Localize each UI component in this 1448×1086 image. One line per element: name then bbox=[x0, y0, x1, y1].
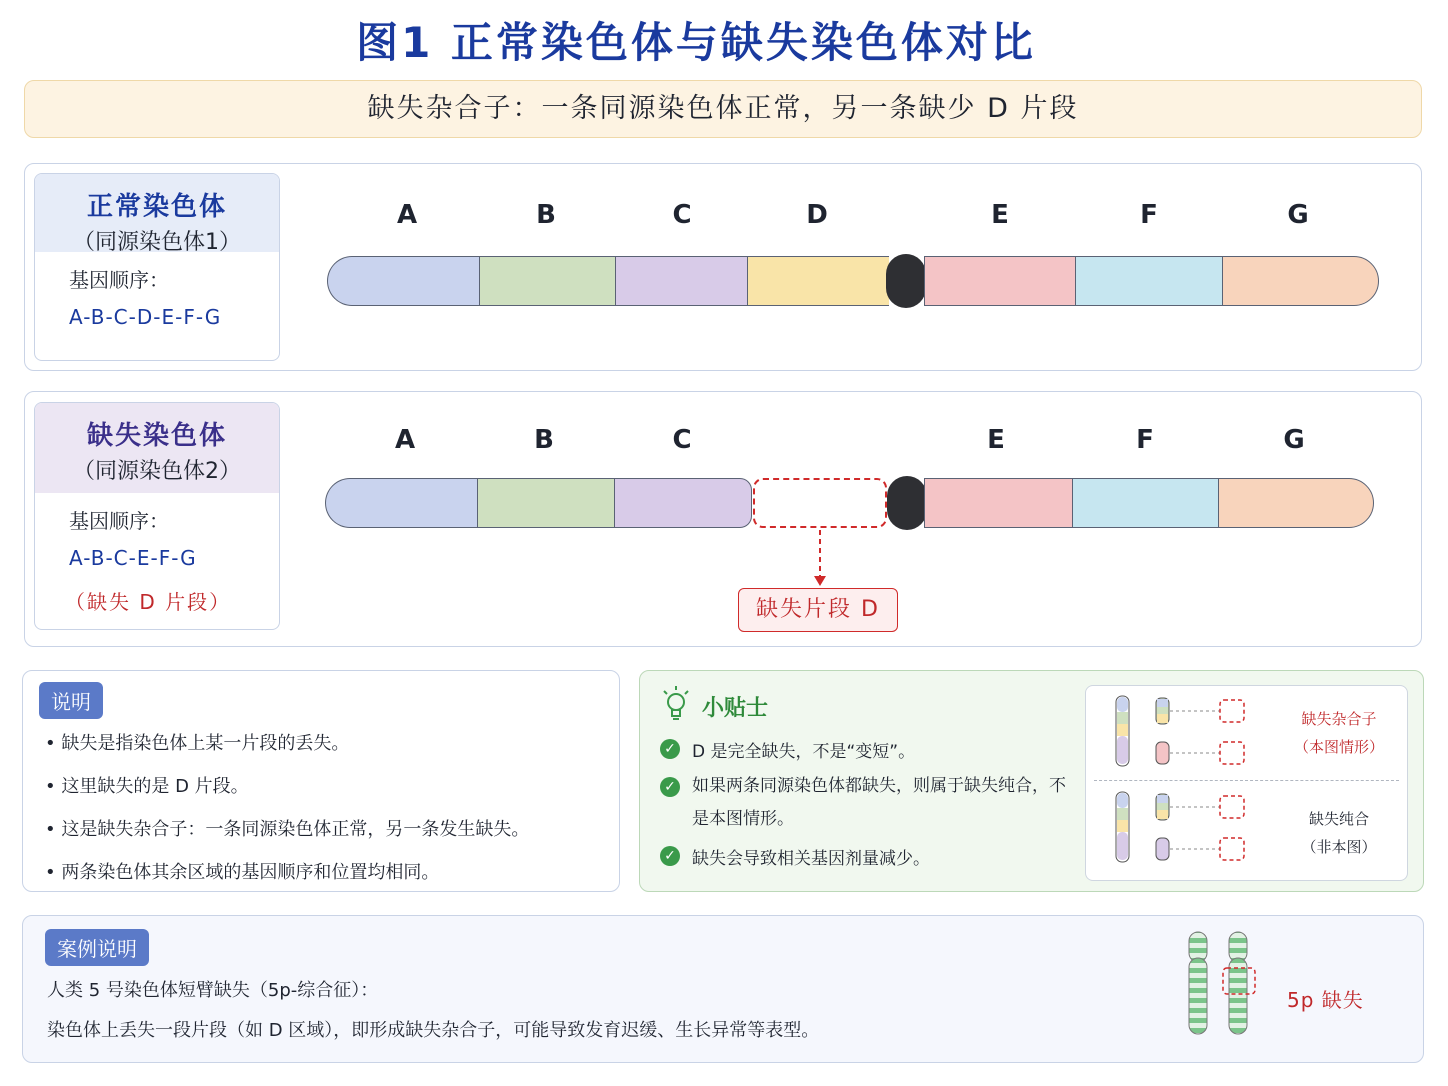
gene-label-b: B bbox=[536, 200, 556, 230]
centromere bbox=[887, 476, 927, 530]
homozygous-diagram bbox=[1110, 790, 1250, 866]
chromosome-5-icon bbox=[1181, 928, 1261, 1040]
case1-label: 缺失杂合子 bbox=[1301, 710, 1377, 728]
gene-label-g: G bbox=[1283, 425, 1305, 455]
case-study-box bbox=[22, 915, 1424, 1063]
case1-sub: （本图情形） bbox=[1293, 738, 1384, 756]
segment-f bbox=[1075, 256, 1222, 306]
gene-label-g: G bbox=[1287, 200, 1309, 230]
normal-chromosome bbox=[25, 254, 1423, 310]
explanation-item: • 缺失是指染色体上某一片段的丢失。 bbox=[45, 733, 350, 754]
missing-segment-d bbox=[753, 478, 887, 528]
gene-label-d: D bbox=[806, 200, 828, 230]
gene-label-e: E bbox=[991, 200, 1009, 230]
segment-e bbox=[924, 478, 1072, 528]
explanation-list bbox=[45, 729, 615, 901]
tips-list bbox=[660, 737, 1080, 869]
gene-label-a: A bbox=[394, 425, 416, 455]
segment-g bbox=[1218, 478, 1374, 528]
deletion-note: （缺失 D 片段） bbox=[65, 590, 232, 614]
lightbulb-icon bbox=[660, 685, 692, 727]
figure-title: 图1 正常染色体与缺失染色体对比 bbox=[356, 18, 1036, 67]
segment-g bbox=[1222, 256, 1379, 306]
deleted-chromosome-name: 缺失染色体 bbox=[86, 421, 227, 451]
gene-label-a: A bbox=[396, 200, 418, 230]
deleted-chromosome-sub: （同源染色体2） bbox=[73, 459, 241, 484]
tip-item: ✓ 缺失会导致相关基因剂量减少。 bbox=[660, 844, 1080, 869]
check-icon: ✓ bbox=[660, 846, 680, 866]
divider bbox=[1094, 780, 1399, 781]
segment-d bbox=[747, 256, 889, 306]
segment-c bbox=[615, 256, 747, 306]
gene-order-deleted: A-B-C-E-F-G bbox=[69, 546, 197, 570]
explanation-item: • 这里缺失的是 D 片段。 bbox=[45, 776, 249, 797]
gene-order-label: 基因顺序： bbox=[69, 509, 169, 533]
tips-title: 小贴士 bbox=[702, 696, 769, 721]
segment-a bbox=[327, 256, 479, 306]
segment-b bbox=[479, 256, 615, 306]
gene-order-label: 基因顺序： bbox=[69, 268, 169, 292]
segment-c bbox=[614, 478, 752, 528]
segment-b bbox=[477, 478, 614, 528]
centromere bbox=[886, 254, 926, 308]
subtitle-banner: 缺失杂合子：一条同源染色体正常，另一条缺少 D 片段 bbox=[24, 80, 1422, 138]
segment-e bbox=[924, 256, 1076, 306]
normal-gene-letters bbox=[25, 200, 1423, 234]
normal-chromosome-panel bbox=[24, 163, 1422, 371]
gene-label-f: F bbox=[1136, 425, 1154, 455]
normal-chromosome-sub: （同源染色体1） bbox=[73, 230, 241, 255]
explanation-box bbox=[22, 670, 620, 892]
heterozygous-diagram bbox=[1110, 694, 1250, 770]
gene-label-b: B bbox=[534, 425, 554, 455]
tip-item: ✓ D 是完全缺失，不是“变短”。 bbox=[660, 737, 1080, 762]
gene-label-e: E bbox=[987, 425, 1005, 455]
explanation-item: • 两条染色体其余区域的基因顺序和位置均相同。 bbox=[45, 862, 440, 883]
deleted-chromosome-panel bbox=[24, 391, 1422, 647]
explanation-badge: 说明 bbox=[39, 682, 103, 719]
case-study-badge: 案例说明 bbox=[45, 929, 149, 966]
gene-label-c: C bbox=[672, 425, 692, 455]
gene-label-f: F bbox=[1140, 200, 1158, 230]
missing-segment-label: 缺失片段 D bbox=[738, 588, 898, 632]
5p-deletion-tag: 5p 缺失 bbox=[1287, 988, 1364, 1012]
check-icon: ✓ bbox=[660, 739, 680, 759]
check-icon: ✓ bbox=[660, 777, 680, 797]
deletion-arrow bbox=[810, 530, 830, 590]
tips-comparison-panel bbox=[1085, 685, 1408, 881]
case2-label: 缺失纯合 bbox=[1308, 810, 1369, 828]
case-line-2: 染色体上丢失一段片段（如 D 区域），即形成缺失杂合子，可能导致发育迟缓、生长异常等表型。 bbox=[47, 1020, 820, 1041]
explanation-item: • 这是缺失杂合子：一条同源染色体正常，另一条发生缺失。 bbox=[45, 819, 530, 840]
deleted-gene-letters bbox=[25, 425, 1423, 459]
segment-f bbox=[1072, 478, 1218, 528]
tip-item: ✓ 如果两条同源染色体都缺失，则属于缺失纯合，不是本图情形。 bbox=[660, 770, 1080, 836]
normal-chromosome-name: 正常染色体 bbox=[86, 192, 227, 222]
case-line-1: 人类 5 号染色体短臂缺失（5p-综合征）： bbox=[47, 980, 379, 1001]
gene-order-normal: A-B-C-D-E-F-G bbox=[69, 305, 222, 329]
tips-box bbox=[639, 670, 1424, 892]
deleted-chromosome bbox=[25, 476, 1423, 532]
gene-label-c: C bbox=[672, 200, 692, 230]
case2-sub: （非本图） bbox=[1301, 838, 1377, 856]
segment-a bbox=[325, 478, 477, 528]
